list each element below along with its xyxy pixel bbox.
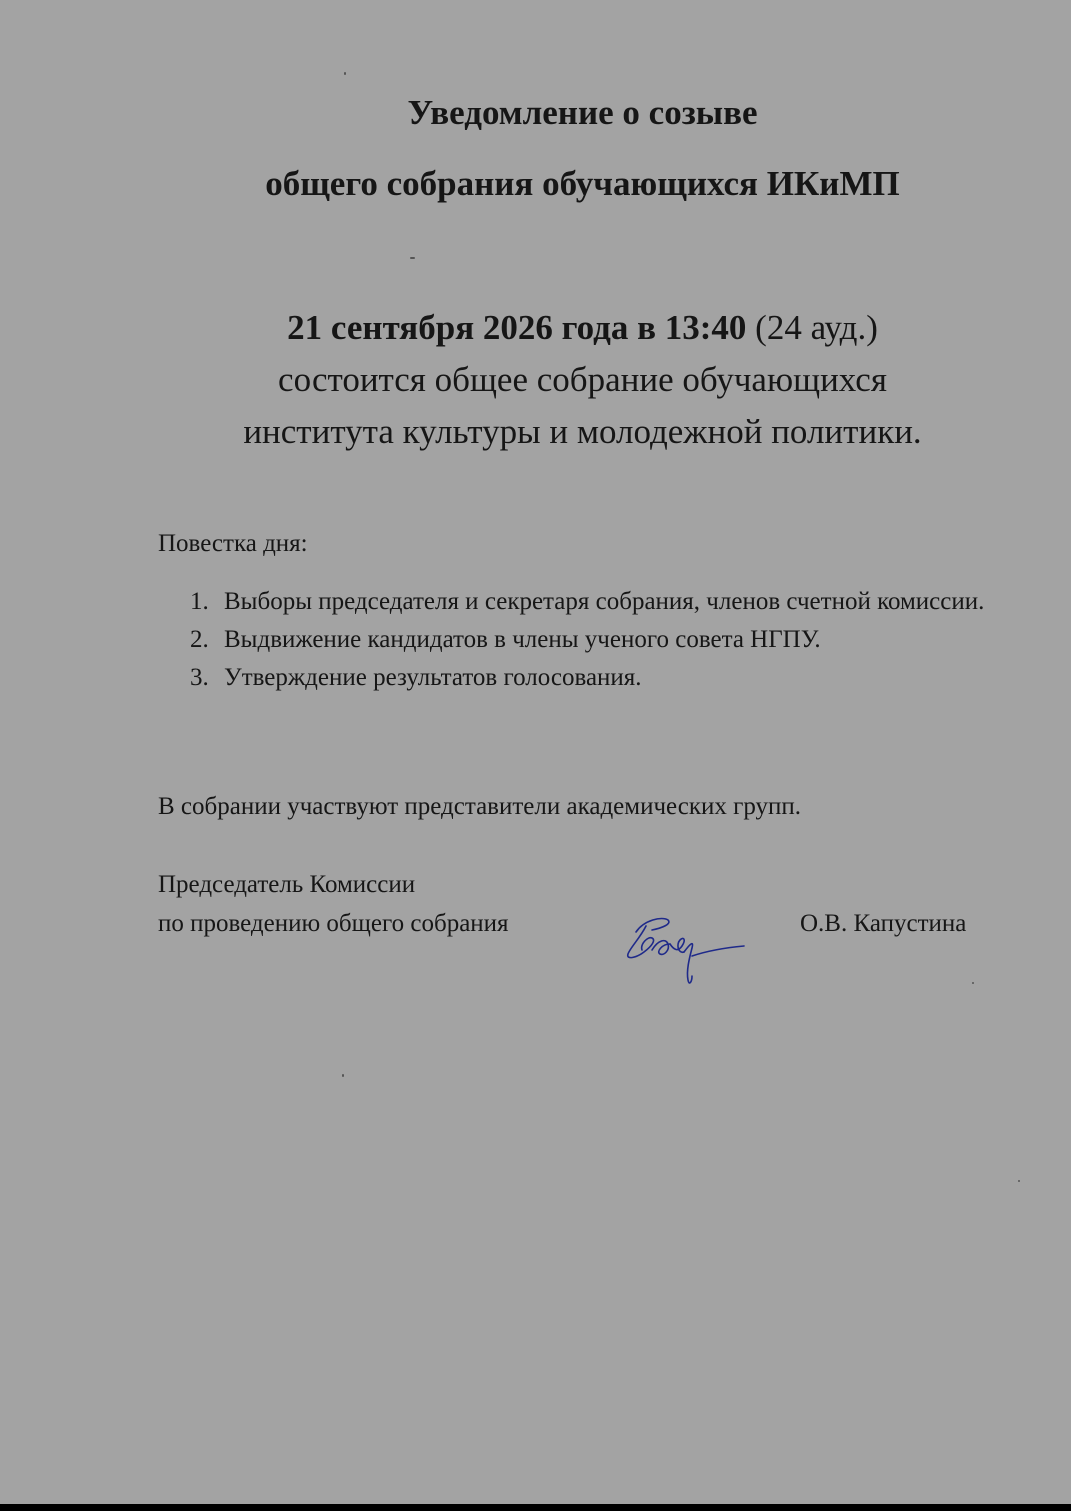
scan-speck xyxy=(1018,1180,1020,1182)
scan-speck xyxy=(410,257,415,259)
agenda-item xyxy=(158,621,1008,659)
announcement-line-1 xyxy=(94,302,1071,354)
signatory-name: О.В. Капустина xyxy=(800,910,967,937)
announcement xyxy=(0,302,1071,458)
agenda-item-text: Выдвижение кандидатов в члены ученого совета НГПУ. xyxy=(224,626,821,653)
scan-speck xyxy=(342,1074,344,1077)
agenda-item xyxy=(158,659,1008,697)
announcement-line-2: состоится общее собрание обучающихся xyxy=(278,360,887,399)
agenda-item-number: 1. xyxy=(190,588,209,615)
scan-speck xyxy=(344,72,346,75)
signatory-role-line-2: по проведению общего собрания xyxy=(158,910,509,937)
announcement-line-3: института культуры и молодежной политики. xyxy=(243,412,922,451)
agenda-item-text: Утверждение результатов голосования. xyxy=(224,664,642,691)
meeting-room: (24 ауд.) xyxy=(755,308,878,347)
agenda-list xyxy=(158,583,1008,697)
agenda-heading: Повестка дня: xyxy=(158,530,308,557)
agenda-item-number: 3. xyxy=(190,664,209,691)
document-title-line-1: Уведомление о созыве xyxy=(407,93,758,132)
meeting-datetime: 21 сентября 2026 года в 13:40 xyxy=(287,308,747,347)
scan-speck xyxy=(972,982,974,984)
agenda-item-text: Выборы председателя и секретаря собрания, членов счетной комиссии. xyxy=(224,588,985,615)
agenda-item-number: 2. xyxy=(190,626,209,653)
document-title-line-2: общего собрания обучающихся ИКиМП xyxy=(265,164,900,203)
participants-note: В собрании участвуют представители академических групп. xyxy=(158,793,802,820)
signatory-role-line-1: Председатель Комиссии xyxy=(158,871,416,898)
handwritten-signature xyxy=(622,910,752,1000)
agenda-item xyxy=(158,583,1008,621)
